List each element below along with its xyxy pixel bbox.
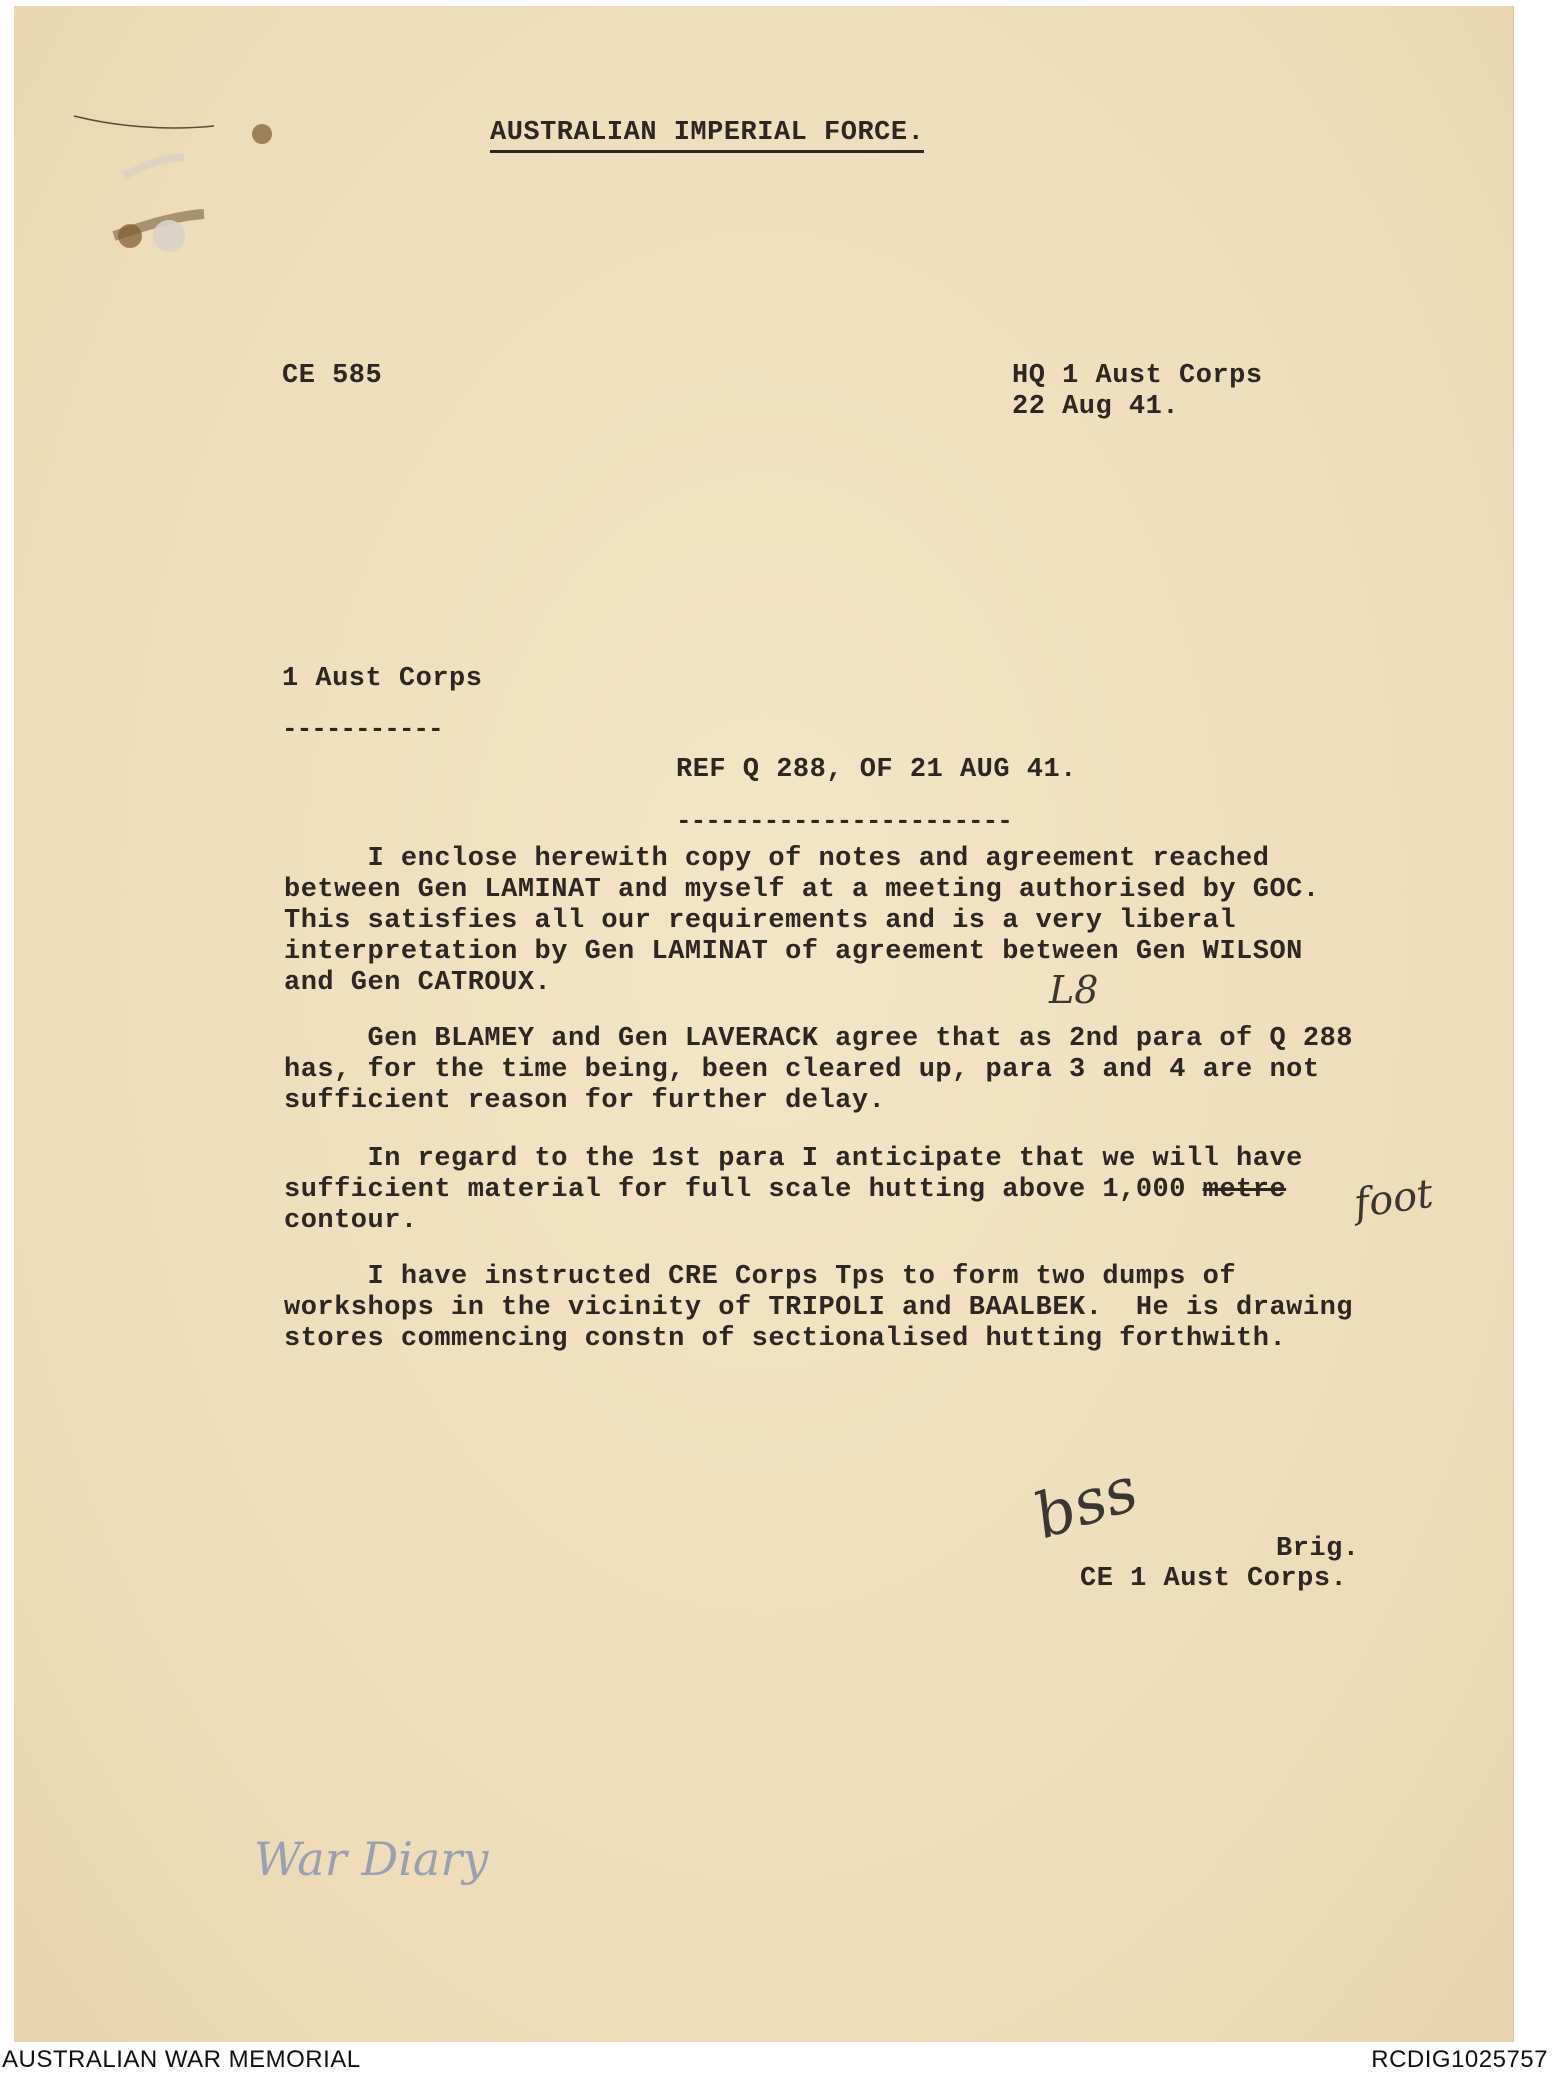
document-heading: AUSTRALIAN IMPERIAL FORCE. (490, 118, 924, 153)
handwritten-initials: bss (1025, 1451, 1147, 1554)
paragraph-line: In regard to the 1st para I anticipate that we will have (284, 1144, 1303, 1174)
handwritten-correction: foot (1351, 1170, 1436, 1228)
addressee-rule: ----------- (282, 714, 443, 744)
paragraph-line: and Gen CATROUX. (284, 968, 552, 998)
origin-unit: HQ 1 Aust Corps (1012, 361, 1263, 391)
paragraph-1 (284, 844, 1320, 999)
paragraph-line: interpretation by Gen LAMINAT of agreement between Gen WILSON (284, 937, 1303, 967)
paragraph-2 (284, 1024, 1353, 1117)
paragraph-line: stores commencing constn of sectionalised hutting forthwith. (284, 1324, 1287, 1354)
paragraph-line: workshops in the vicinity of TRIPOLI and BAALBEK. He is drawing (284, 1293, 1353, 1323)
paragraph-3 (284, 1144, 1303, 1237)
paragraph-line: contour. (284, 1206, 418, 1236)
staple-mark-icon (54, 86, 314, 286)
signature-rank: Brig. (1276, 1534, 1360, 1564)
signature-title: CE 1 Aust Corps. (1080, 1564, 1348, 1594)
paragraph-4 (284, 1262, 1353, 1355)
paragraph-line: sufficient reason for further delay. (284, 1086, 886, 1116)
paragraph-line: I enclose herewith copy of notes and agreement reached (284, 844, 1270, 874)
footer-record-id: RCDIG1025757 (1371, 2046, 1548, 2073)
document-sheet (14, 6, 1514, 2042)
paragraph-line: between Gen LAMINAT and myself at a meeting authorised by GOC. (284, 875, 1320, 905)
margin-mark: L8 (1049, 968, 1099, 1012)
subject-rule: ----------------------- (676, 806, 1012, 836)
pencil-annotation: War Diary (254, 1832, 489, 1886)
file-reference: CE 585 (282, 361, 383, 391)
origin-date: 22 Aug 41. (1012, 392, 1180, 422)
footer-institution: AUSTRALIAN WAR MEMORIAL (2, 2046, 361, 2073)
subject-line: REF Q 288, OF 21 AUG 41. (676, 755, 1077, 785)
paragraph-line: This satisfies all our requirements and is a very liberal (284, 906, 1237, 936)
paragraph-line: sufficient material for full scale hutting above 1,000 (284, 1175, 1203, 1205)
paragraph-line: Gen BLAMEY and Gen LAVERACK agree that as 2nd para of Q 288 (284, 1024, 1353, 1054)
paragraph-line: has, for the time being, been cleared up, para 3 and 4 are not (284, 1055, 1320, 1085)
paragraph-line: I have instructed CRE Corps Tps to form two dumps of (284, 1262, 1237, 1292)
addressee: 1 Aust Corps (282, 664, 483, 694)
struck-word: metre (1202, 1175, 1287, 1205)
